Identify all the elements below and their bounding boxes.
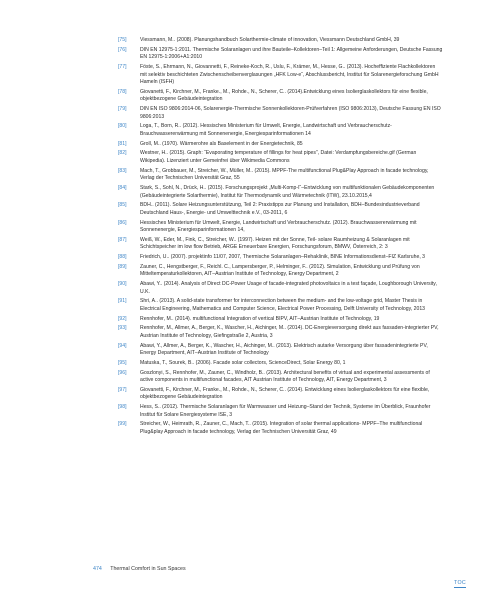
- reference-text: DIN EN 12975-1:2011. Thermische Solaranlagen und ihre Bauteile–Kollektoren–Teil 1: Allgemeine Anforderungen, Deutsche Fassung EN 12975-1:2006+A1:2010: [140, 46, 443, 61]
- reference-number[interactable]: [77]: [118, 63, 127, 70]
- reference-number[interactable]: [97]: [118, 386, 127, 393]
- reference-text: Streicher, W., Heimrath, R., Zauner, C., Mach, T.. (2015). Integration of solar thermal applications- MPPF–The multifunctional Plug&play Approach in facade technology, Verlag der Technischen Universität Graz, 49: [140, 421, 423, 435]
- reference-text: Zauner, C., Hengstberger, F., Reichl. C., Lampersberger, P., Helminger, F.. (2012). Simulation, Entwicklung und Prüfung von Mitteltemperaturkollektoren, AIT–Austrian Institute of Technology, Energy Department, 2: [140, 263, 420, 278]
- reference-number[interactable]: [85]: [118, 202, 127, 209]
- reference-number[interactable]: [90]: [118, 281, 127, 288]
- reference-number[interactable]: [84]: [118, 184, 127, 191]
- reference-item: [0, 387, 486, 402]
- reference-item: [0, 343, 486, 358]
- reference-text: BDH.. (2011). Solare Heizungsunterstützung, Teil 2: Praxistipps zur Planung und Installation, BDH–Bundesindustrieverband Deutschland Haus-, Energie- und Umwelttechnik e.V., 03-2011, 6: [140, 202, 420, 216]
- reference-text: Groll, M.. (1970). Wärmerohre als Baselement in der Energietechnik, 85: [140, 140, 303, 147]
- reference-number[interactable]: [75]: [118, 37, 127, 43]
- reference-item: [0, 360, 486, 368]
- reference-text: Weiß, W., Eder, M., Fink, C., Streicher, W.. (1997). Heizen mit der Sonne, Teil- solare Raumheizung & Solaranlagen mit Schichtspeicher im low flow Betrieb, ARGE Erneuerbare Energien, Forschungsforum, BMWV, Österreich, 2: 3: [140, 236, 410, 251]
- reference-item: [0, 237, 486, 252]
- reference-text: Föste, S., Ehrmann, N., Giovannetti, F., Reineke-Koch, R., Uslu, F., Krämer, M., Hesse, G.. (2013). Hocheffiziente Flachkollektoren mit selektiv beschichteten Zwischenscheibenverglasungen „HFK Low-e“, Abschlussbericht, Institut für Solarenergieforschung GmbH Hameln (ISFH): [140, 63, 439, 86]
- reference-text: Rennhofer, M.. (2014). multifunctional Integration of vertical BIPV, AIT–Austrian Institute of Technology, 19: [140, 315, 380, 322]
- reference-number[interactable]: [94]: [118, 342, 127, 349]
- reference-text: Hess, S.. (2012). Thermische Solaranlagen für Warmwasser und Heizung–Stand der Technik, Systeme im Überblick, Fraunhofer Institut für Solare Energiesysteme ISE, 3: [140, 404, 431, 418]
- reference-text: Loga, T., Born, R.. (2012). Hessisches Ministerium für Umwelt, Energie, Landwirtschaft und Verbraucherschutz-Brauchwassererwärmung mit Sonnenenergie, Energiesparinformationen 14: [140, 123, 392, 137]
- reference-text: Shri, A.. (2013). A solid-state transformer for interconnection between the medium- and the low-voltage grid, Master Thesis in Electrical Engineering, Mathematics and Computer Science, Electrical Power Processing, Delft University of Technology, 2013: [140, 298, 426, 312]
- reference-number[interactable]: [83]: [118, 167, 127, 174]
- reference-text: Westner, H.. (2015). Graph: “Evaporating temperature of fillings for heat pipes”, Datei: Verdampfungsbereiche.gif (German Wikipedia). Lizenziert unter Gemeinfrei über Wikimedia Commons: [140, 150, 417, 164]
- reference-item: [0, 202, 486, 217]
- reference-item: [0, 254, 486, 262]
- reference-item: [0, 220, 486, 235]
- reference-text: DIN EN ISO 9806:2014-06, Solarenergie-Thermische Sonnenkollektoren-Prüfverfahren (ISO 9806:2013), Deutsche Fassung EN ISO 9806:2013: [140, 106, 441, 120]
- reference-number[interactable]: [89]: [118, 263, 127, 270]
- reference-text: Mach, T., Grobbauer, M., Streicher, W., Müller, M.. (2015). MPPF-The multifunctional Plug&Play Approach in facade technology, Verlag der Technischen Universität Graz, 55: [140, 167, 429, 182]
- reference-text: Hessisches Ministerium für Umwelt, Energie, Landwirtschaft und Verbraucherschutz. (2012). Brauchwassererwärmung mit Sonnenenergie, Energiesparinformationen 14,: [140, 219, 417, 234]
- reference-number[interactable]: [86]: [118, 219, 127, 226]
- reference-text: Rennhofer, M., Allmer, A., Berger, K., Wascher, H., Aichinger, M.. (2014). DC-Energieversorgung direkt aus fassaden-integrierter PV, Austrian Institute of Technology, Giefingstraße 2, Austria, 3: [140, 325, 439, 339]
- page-number: 474: [93, 566, 102, 572]
- reference-item: [0, 316, 486, 324]
- reference-number[interactable]: [87]: [118, 236, 127, 243]
- reference-number[interactable]: [76]: [118, 46, 127, 53]
- reference-number[interactable]: [98]: [118, 404, 127, 411]
- reference-text: Abawi, Y., Allmer, A., Berger, K., Wascher, H., Aichinger, M.. (2013). Elektrisch autarke Versorgung über fassadenintegrierte PV, Energy Department, AIT–Austrian Institute of Technology: [140, 342, 428, 357]
- reference-text: Abawi, Y.. (2014). Analysis of Direct DC-Power Usage of facade-integrated photovoltaics in a test façade, Loughborough University, U.K.: [140, 281, 437, 295]
- reference-item: [0, 123, 486, 138]
- reference-number[interactable]: [91]: [118, 298, 127, 305]
- reference-text: Giovanetti, F., Kirchner, M., Franke., M., Rohde., N., Scherer, C.. (2014).Entwicklung eines Isolierglaskollektors für eine flexible, objektbezogene Gebäudeintegration: [140, 88, 428, 103]
- reference-number[interactable]: [80]: [118, 123, 127, 130]
- reference-item: [0, 150, 486, 165]
- reference-item: [0, 106, 486, 121]
- reference-number[interactable]: [78]: [118, 88, 127, 95]
- reference-item: [0, 168, 486, 183]
- reference-item: [0, 421, 486, 436]
- reference-item: [0, 47, 486, 62]
- reference-number[interactable]: [99]: [118, 421, 127, 428]
- reference-item: [0, 37, 486, 45]
- reference-item: [0, 64, 486, 87]
- reference-item: [0, 298, 486, 313]
- reference-item: [0, 370, 486, 385]
- reference-item: [0, 141, 486, 149]
- reference-text: Goszlonyi, S., Rennhofer, M., Zauner, C., Windholz, B.. (2013). Architectural benefits of virtual and experimental assessments of active components in multifunctional facades, AIT Austrian Institute of Technology, AIT, Energy Department, 3: [140, 369, 430, 384]
- reference-text: Viessmann, M.. (2008). Planungshandbuch Solarthermie-climate of innovation, Viessmann Deutschland GmbH, 39: [140, 37, 400, 43]
- reference-item: [0, 185, 486, 200]
- reference-number[interactable]: [81]: [118, 140, 127, 147]
- page-footer: [93, 565, 186, 573]
- reference-number[interactable]: [95]: [118, 359, 127, 366]
- reference-text: Stark, S., Sohl, N., Drück, H.. (2015). Forschungsprojekt „Multi-Komp-I“–Entwicklung von multifunktionalen Gebäudekomponenten (Gebäudeintegrierte Solarthermie), Institut für Thermodynamik und Wärmetechnik (ITW), 23.10.2015,4: [140, 184, 435, 199]
- toc-link[interactable]: TOC: [454, 580, 466, 586]
- reference-text: Giovanetti, F., Kirchner, M., Franke., M., Rohde., N., Scherer, C.. (2014). Entwicklung eines Isolierglaskollektors für eine flexible, objektbezogene Gebäudeintegration: [140, 386, 430, 401]
- reference-item: [0, 89, 486, 104]
- reference-list: [0, 37, 486, 439]
- reference-number[interactable]: [96]: [118, 369, 127, 376]
- reference-item: [0, 281, 486, 296]
- reference-number[interactable]: [88]: [118, 254, 127, 261]
- reference-item: [0, 325, 486, 340]
- reference-number[interactable]: [82]: [118, 150, 127, 157]
- reference-item: [0, 264, 486, 279]
- reference-item: [0, 404, 486, 419]
- running-title: Thermal Comfort in Sun Spaces: [110, 566, 186, 572]
- reference-text: Matuska, T., Sourek, B.. (2006). Facade solar collectors, ScienceDirect, Solar Energy 80, 1: [140, 359, 346, 366]
- reference-number[interactable]: [79]: [118, 106, 127, 113]
- reference-text: Friedrich, U.. (2007). projektinfo 11/07, 2007, Thermische Solaranlagen–Rehaklinik, BINE Informationsdienst–FIZ Karlsruhe, 3: [140, 254, 426, 261]
- reference-number[interactable]: [93]: [118, 325, 127, 332]
- reference-number[interactable]: [92]: [118, 315, 127, 322]
